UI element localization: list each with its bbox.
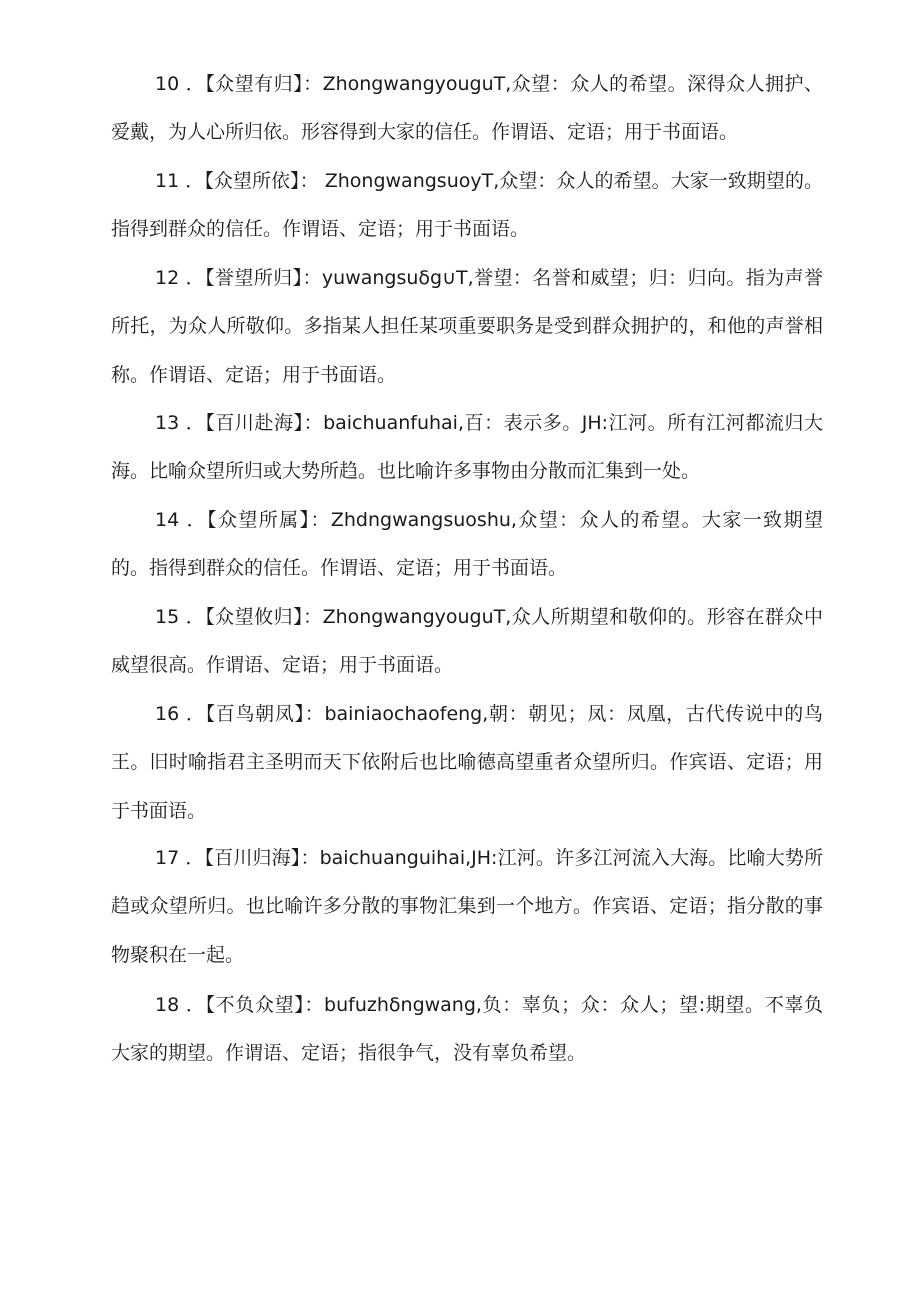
- entry-term: ．【众望所依】: [185, 170, 300, 192]
- entry-number: 14: [155, 509, 180, 531]
- idiom-entry: [111, 399, 823, 496]
- idiom-entry: [111, 60, 823, 157]
- entry-term: ．【众望所属】: [186, 509, 311, 531]
- idiom-entry: [111, 981, 823, 1078]
- entry-term: ．【不负众望】: [185, 994, 305, 1016]
- idiom-entry: [111, 254, 823, 399]
- entry-body: ：bufuzhδngwang,负：辜负；众：众人；望:期望。不辜负大家的期望。作谓语、定语；指很争气，没有辜负希望。: [111, 994, 823, 1065]
- entry-number: 17: [155, 847, 180, 869]
- entry-term: ．【众望有归】: [185, 73, 304, 95]
- idiom-entry: [111, 834, 823, 979]
- entry-number: 13: [155, 412, 180, 434]
- idiom-entry: [111, 157, 823, 254]
- entry-body: ： ZhongwangsuoyT,众望：众人的希望。大家一致期望的。指得到群众的信任。作谓语、定语；用于书面语。: [111, 170, 823, 241]
- entry-body: ：ZhongwangyouguT,众望：众人的希望。深得众人拥护、爱戴，为人心所归依。形容得到大家的信任。作谓语、定语；用于书面语。: [111, 73, 823, 144]
- entry-number: 11: [155, 170, 180, 192]
- entry-number: 12: [155, 267, 180, 289]
- idiom-entry: [111, 690, 823, 835]
- entry-number: 15: [155, 606, 180, 628]
- entry-body: ：bainiaochaofeng,朝：朝见；凤：凤凰，古代传说中的鸟王。旧时喻指君主圣明而天下依附后也比喻德高望重者众望所归。作宾语、定语；用于书面语。: [111, 703, 823, 822]
- idiom-entry: [111, 593, 823, 690]
- entry-term: ．【百川归海】: [185, 847, 301, 869]
- idiom-entry: [111, 496, 823, 593]
- entry-term: ．【誉望所归】: [185, 267, 303, 289]
- entry-body: ：baichuanguihai,JH:江河。许多江河流入大海。比喻大势所趋或众望所归。也比喻许多分散的事物汇集到一个地方。作宾语、定语；指分散的事物聚积在一起。: [111, 847, 823, 966]
- entry-body: ：ZhongwangyouguT,众人所期望和敬仰的。形容在群众中威望很高。作谓语、定语；用于书面语。: [111, 606, 823, 677]
- entry-term: ．【众望攸归】: [185, 606, 304, 628]
- entry-body: ：baichuanfuhai,百：表示多。JH:江河。所有江河都流归大海。比喻众望所归或大势所趋。也比喻许多事物由分散而汇集到一处。: [111, 412, 823, 483]
- entry-term: ．【百鸟朝凤】: [185, 703, 305, 725]
- entry-number: 16: [155, 703, 180, 725]
- entry-number: 10: [155, 73, 180, 95]
- entry-term: ．【百川赴海】: [185, 412, 304, 434]
- entry-body: ：yuwangsuδg∪T,誉望：名誉和威望；归：归向。指为声誉所托，为众人所敬仰。多指某人担任某项重要职务是受到群众拥护的，和他的声誉相称。作谓语、定语；用于书面语。: [111, 267, 823, 386]
- entry-number: 18: [155, 994, 180, 1016]
- entry-body: ：Zhdngwangsuoshu,众望：众人的希望。大家一致期望的。指得到群众的信任。作谓语、定语；用于书面语。: [111, 509, 823, 580]
